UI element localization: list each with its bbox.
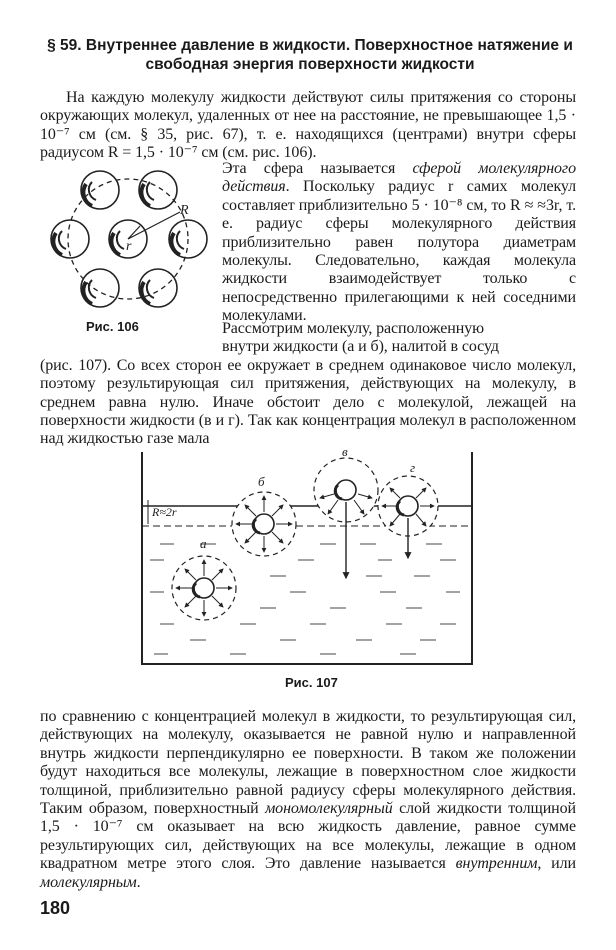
label-v: в — [342, 448, 348, 459]
paragraph-1: На каждую молекулу жидкости действуют силы притяжения со стороны окружающих молекул, удаленных от нее на расстояние, не превышающее 1,5 · 10⁻⁷ см (см. § 35, рис. 67), т. е. находящихся (центрами) внутри сферы радиусом R = 1,5 · 10⁻⁷ см (см. рис. 106). — [40, 89, 576, 162]
term-molecular: молекулярным — [40, 873, 137, 891]
term-monomolecular: мономолекулярный — [265, 800, 393, 818]
molecule-v — [314, 448, 378, 578]
figure-106 — [40, 164, 218, 314]
page-number: 180 — [40, 898, 71, 918]
figure-107-caption: Рис. 107 — [285, 675, 338, 690]
paragraph-3: Рассмотрим молекулу, расположенную внутри жидкости (а и б), налитой в сосуд (рис. 107). Со всех сторон ее окружает в среднем одинаковое число молекул, поэтому результирующая сил притяжения, действующих на молекулу, в среднем равна нулю. Иначе обстоит дело с молекулой, лежащей на поверхности жидкости (в и г). Так как концентрация молекул в расположенном над жидкостью газе мала — [40, 320, 576, 448]
molecule-b — [232, 474, 296, 556]
label-g: г — [410, 460, 416, 475]
molecule-top — [81, 171, 119, 209]
radius-line-r — [128, 226, 140, 239]
paragraph-2: Эта сфера называется сферой молекулярного действия. Поскольку радиус r самих молекул составляет приблизительно 5 · 10⁻⁸ см, то R ≈ ≈3r, т. е. радиус сферы молекулярного действия приблизительно равен полутора диаметрам молекулы. Следовательно, каждая молекула жидкости взаимодействует только с непосредственно прилегающими к ней соседними молекулами. — [222, 160, 576, 325]
molecule-a — [172, 536, 236, 620]
figure-106-caption: Рис. 106 — [86, 319, 139, 334]
term-internal: внутренним — [455, 855, 538, 873]
molecule-top-right — [139, 171, 177, 209]
figure-107 — [130, 448, 482, 670]
label-r: r — [126, 239, 132, 254]
term-sphere-of-action: сферой молекулярного действия — [222, 160, 576, 196]
label-layer-thickness: R≈2r — [152, 505, 177, 519]
molecule-g — [378, 460, 438, 558]
label-a: а — [200, 536, 207, 551]
paragraph-4: по сравнению с концентрацией молекул в жидкости, то результирующая сил, действующих на молекулу, оказывается не равной нулю и направленной внутрь жидкости перпендикулярно ее поверхности. В таком же положении будут находиться все молекулы, лежащие в поверхностном слое жидкости толщиной, приблизительно равной радиусу сферы молекулярного действия. Таким образом, поверхностный мономолекулярный слой жидкости толщиной 1,5 · 10⁻⁷ см оказывает на всю жидкость давление, равное сумме результирующих сил, действующих на все молекулы, лежащие в одном квадратном метре этого слоя. Это давление называется внутренним, или молекулярным. — [40, 708, 576, 891]
label-b: б — [258, 474, 265, 489]
molecule-bottom-right — [139, 269, 177, 307]
label-R: R — [180, 203, 189, 218]
molecule-bottom-left — [81, 269, 119, 307]
section-heading: § 59. Внутреннее давление в жидкости. Поверхностное натяжение и свободная энергия поверхности жидкости — [47, 37, 573, 73]
